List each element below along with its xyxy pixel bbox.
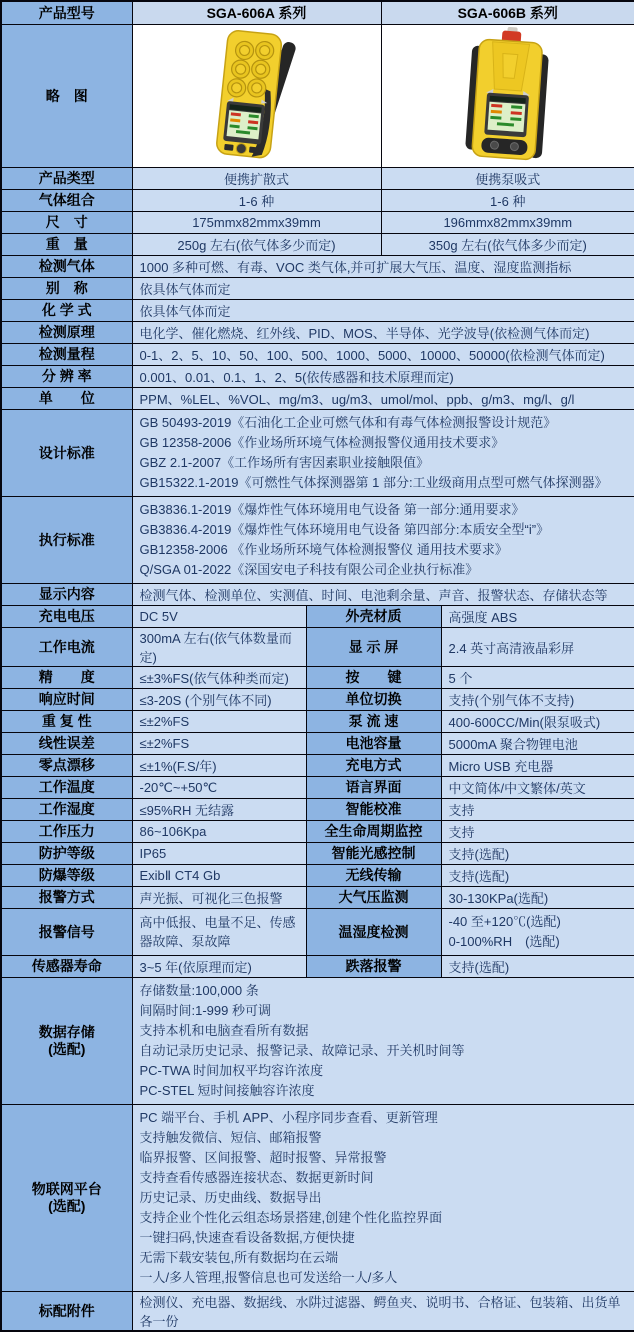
feature-line: PC 端平台、手机 APP、小程序同步查看、更新管理 (139, 1110, 438, 1125)
spec-value-cell: 声光振、可视化三色报警 (132, 887, 306, 909)
spec-label-cell: 全生命周期监控 (306, 821, 441, 843)
table-row (1, 344, 634, 366)
spec-value-b: 1-6 种 (381, 190, 634, 212)
spec-label-cell: 报警信号 (1, 909, 132, 956)
table-row (1, 388, 634, 410)
label-line: 数据存储 (38, 1024, 95, 1040)
sketch-cell-b (381, 25, 634, 168)
label-line: (选配) (48, 1198, 86, 1214)
standard-line: GBZ 2.1-2007《工作场所有害因素职业接触限值》 (139, 455, 430, 470)
feature-line: 一键扫码,快速查看设备数据,方便快捷 (139, 1230, 355, 1245)
spec-label-cell: 传感器寿命 (1, 956, 132, 978)
feature-line: PC-TWA 时间加权平均容许浓度 (139, 1063, 324, 1078)
spec-value-cell: ≤±1%(F.S/年) (132, 755, 306, 777)
spec-label-cell: 重 复 性 (1, 711, 132, 733)
feature-line: 无需下载安装包,所有数据均在云端 (139, 1250, 339, 1265)
spec-label-cell: 无线传输 (306, 865, 441, 887)
spec-label-cell: 检测气体 (1, 256, 132, 278)
spec-label-cell: 精 度 (1, 667, 132, 689)
standard-line: GB12358-2006 《作业场所环境气体检测报警仪 通用技术要求》 (139, 542, 508, 557)
spec-label-cell: 防护等级 (1, 843, 132, 865)
sketch-label-cell: 略 图 (1, 25, 132, 168)
feature-line: 自动记录历史记录、报警记录、故障记录、开关机时间等 (139, 1043, 465, 1058)
spec-label-cell: 零点漂移 (1, 755, 132, 777)
spec-label-cell: 别 称 (1, 278, 132, 300)
standard-line: GB 50493-2019《石油化工企业可燃气体和有毒气体检测报警设计规范》 (139, 415, 557, 430)
table-row (1, 212, 634, 234)
spec-label-cell: 充电方式 (306, 755, 441, 777)
spec-value-cell: 高中低报、电量不足、传感器故障、泵故障 (132, 909, 306, 956)
feature-line: 临界报警、区间报警、超时报警、异常报警 (139, 1150, 387, 1165)
table-row (1, 278, 634, 300)
table-row (1, 821, 634, 843)
sga-606b-product-image (442, 26, 574, 164)
design-standards-cell (132, 410, 634, 497)
spec-value-a: 250g 左右(依气体多少而定) (132, 234, 381, 256)
spec-value-cell: 5 个 (441, 667, 634, 689)
standard-line: GB15322.1-2019《可燃性气体探测器第 1 部分:工业级商用点型可燃气体探测器》 (139, 475, 608, 490)
spec-value-cell: 中文简体/中文繁体/英文 (441, 777, 634, 799)
spec-label-cell: 泵 流 速 (306, 711, 441, 733)
spec-label-cell: 单 位 (1, 388, 132, 410)
sga-606a-product-image (184, 26, 330, 164)
spec-label-cell: 线性误差 (1, 733, 132, 755)
spec-label-cell: 跌落报警 (306, 956, 441, 978)
table-row (1, 25, 634, 168)
table-row (1, 733, 634, 755)
spec-label-cell: 标配附件 (1, 1292, 132, 1332)
table-row (1, 366, 634, 388)
spec-label-cell: 响应时间 (1, 689, 132, 711)
spec-value-a: 便携扩散式 (132, 168, 381, 190)
label-line: (选配) (48, 1041, 86, 1057)
spec-label-cell: 执行标准 (1, 497, 132, 584)
table-row (1, 843, 634, 865)
spec-label-cell: 产品类型 (1, 168, 132, 190)
spec-value-cell: IP65 (132, 843, 306, 865)
exec-standards-cell (132, 497, 634, 584)
iot-platform-cell (132, 1105, 634, 1292)
spec-value-cell: 电化学、催化燃烧、红外线、PID、MOS、半导体、光学波导(依检测气体而定) (132, 322, 634, 344)
label-line: 物联网平台 (31, 1181, 102, 1197)
table-row (1, 256, 634, 278)
feature-line: 历史记录、历史曲线、数据导出 (139, 1190, 322, 1205)
spec-value-cell: PPM、%LEL、%VOL、mg/m3、ug/m3、umol/mol、ppb、g/m3、mg/l、g/l (132, 388, 634, 410)
spec-value-cell: ≤±3%FS(依气体种类而定) (132, 667, 306, 689)
table-row (1, 497, 634, 584)
feature-line: 支持查看传感器连接状态、数据更新时间 (139, 1170, 374, 1185)
table-row (1, 606, 634, 628)
spec-value-b: 196mmx82mmx39mm (381, 212, 634, 234)
spec-label-cell: 检测原理 (1, 322, 132, 344)
feature-line: 支持本机和电脑查看所有数据 (139, 1023, 309, 1038)
spec-value-cell: ≤±2%FS (132, 711, 306, 733)
spec-value-cell: Micro USB 充电器 (441, 755, 634, 777)
standard-line: GB3836.4-2019《爆炸性气体环境用电气设备 第四部分:本质安全型“i”》 (139, 522, 550, 537)
header-label-cell: 产品型号 (1, 1, 132, 25)
spec-value-cell: 支持(选配) (441, 956, 634, 978)
spec-value-cell: 检测气体、检测单位、实测值、时间、电池剩余量、声音、报警状态、存储状态等 (132, 584, 634, 606)
spec-label-cell: 外壳材质 (306, 606, 441, 628)
spec-label-cell: 显 示 屏 (306, 628, 441, 667)
series-a-header: SGA-606A 系列 (132, 1, 381, 25)
spec-value-cell: 依具体气体而定 (132, 300, 634, 322)
spec-label-cell: 检测量程 (1, 344, 132, 366)
spec-label-cell: 按 键 (306, 667, 441, 689)
spec-value-cell: ≤3-20S (个别气体不同) (132, 689, 306, 711)
spec-value-b: 350g 左右(依气体多少而定) (381, 234, 634, 256)
table-row (1, 234, 634, 256)
spec-value-cell: 86~106Kpa (132, 821, 306, 843)
spec-value-cell: 支持(个别气体不支持) (441, 689, 634, 711)
table-row (1, 711, 634, 733)
spec-value-cell: 3~5 年(依原理而定) (132, 956, 306, 978)
spec-value-cell (441, 909, 634, 956)
spec-value-b: 便携泵吸式 (381, 168, 634, 190)
feature-line: 存储数量:100,000 条 (139, 983, 259, 998)
feature-line: 支持企业个性化云组态场景搭建,创建个性化监控界面 (139, 1210, 443, 1225)
spec-value-cell: 0.001、0.01、0.1、1、2、5(依传感器和技术原理而定) (132, 366, 634, 388)
table-row (1, 1292, 634, 1332)
table-row (1, 689, 634, 711)
spec-value-cell: 30-130KPa(选配) (441, 887, 634, 909)
spec-label-cell: 温湿度检测 (306, 909, 441, 956)
spec-label-cell: 分 辨 率 (1, 366, 132, 388)
spec-label-cell: 工作压力 (1, 821, 132, 843)
table-row (1, 322, 634, 344)
spec-value-cell: 支持(选配) (441, 865, 634, 887)
table-row (1, 667, 634, 689)
spec-label-cell (1, 1105, 132, 1292)
table-row (1, 300, 634, 322)
spec-label-cell: 电池容量 (306, 733, 441, 755)
spec-label-cell: 工作温度 (1, 777, 132, 799)
table-row (1, 865, 634, 887)
spec-value-cell: 高强度 ABS (441, 606, 634, 628)
table-row (1, 887, 634, 909)
table-row (1, 755, 634, 777)
spec-label-cell: 充电电压 (1, 606, 132, 628)
spec-label-cell: 气体组合 (1, 190, 132, 212)
spec-value-cell: ≤±2%FS (132, 733, 306, 755)
standard-line: GB 12358-2006《作业场所环境气体检测报警仪通用技术要求》 (139, 435, 505, 450)
table-row (1, 1, 634, 25)
spec-label-cell: 工作湿度 (1, 799, 132, 821)
spec-label-cell: 语言界面 (306, 777, 441, 799)
spec-value-cell: 支持 (441, 799, 634, 821)
spec-value-cell: 依具体气体而定 (132, 278, 634, 300)
spec-label-cell: 防爆等级 (1, 865, 132, 887)
spec-label-cell: 化 学 式 (1, 300, 132, 322)
table-row (1, 190, 634, 212)
table-row (1, 168, 634, 190)
value-line: -40 至+120℃(选配) (448, 914, 561, 929)
spec-label-cell: 大气压监测 (306, 887, 441, 909)
spec-value-cell: 检测仪、充电器、数据线、水阱过滤器、鳄鱼夹、说明书、合格证、包装箱、出货单各一份 (132, 1292, 634, 1332)
spec-value-cell: 0-1、2、5、10、50、100、500、1000、5000、10000、50000(依检测气体而定) (132, 344, 634, 366)
spec-label-cell: 智能光感控制 (306, 843, 441, 865)
data-storage-cell (132, 978, 634, 1105)
feature-line: 一人/多人管理,报警信息也可发送给一人/多人 (139, 1270, 398, 1285)
table-row (1, 978, 634, 1105)
standard-line: GB3836.1-2019《爆炸性气体环境用电气设备 第一部分:通用要求》 (139, 502, 525, 517)
table-row (1, 799, 634, 821)
spec-label-cell: 报警方式 (1, 887, 132, 909)
spec-value-cell: 2.4 英寸高清液晶彩屏 (441, 628, 634, 667)
spec-value-cell: -20℃~+50℃ (132, 777, 306, 799)
standard-line: Q/SGA 01-2022《深国安电子科技有限公司企业执行标准》 (139, 562, 479, 577)
spec-value-cell: 400-600CC/Min(限泵吸式) (441, 711, 634, 733)
spec-value-cell: 1000 多种可燃、有毒、VOC 类气体,并可扩展大气压、温度、湿度监测指标 (132, 256, 634, 278)
spec-label-cell: 工作电流 (1, 628, 132, 667)
table-row (1, 628, 634, 667)
feature-line: 间隔时间:1-999 秒可调 (139, 1003, 271, 1018)
spec-label-cell: 单位切换 (306, 689, 441, 711)
spec-value-a: 175mmx82mmx39mm (132, 212, 381, 234)
spec-label-cell: 尺 寸 (1, 212, 132, 234)
spec-value-cell: ≤95%RH 无结露 (132, 799, 306, 821)
spec-value-cell: 5000mA 聚合物锂电池 (441, 733, 634, 755)
spec-value-cell: ExibⅡ CT4 Gb (132, 865, 306, 887)
table-row (1, 1105, 634, 1292)
spec-value-cell: DC 5V (132, 606, 306, 628)
feature-line: PC-STEL 短时间接触容许浓度 (139, 1083, 315, 1098)
table-row (1, 777, 634, 799)
spec-value-cell: 支持(选配) (441, 843, 634, 865)
spec-value-cell: 支持 (441, 821, 634, 843)
sketch-cell-a (132, 25, 381, 168)
spec-label-cell (1, 978, 132, 1105)
spec-value-a: 1-6 种 (132, 190, 381, 212)
table-row (1, 584, 634, 606)
value-line: 0-100%RH (选配) (448, 934, 560, 949)
spec-label-cell: 设计标准 (1, 410, 132, 497)
table-row (1, 956, 634, 978)
spec-label-cell: 显示内容 (1, 584, 132, 606)
spec-label-cell: 重 量 (1, 234, 132, 256)
spec-label-cell: 智能校准 (306, 799, 441, 821)
table-row (1, 909, 634, 956)
spec-value-cell: 300mA 左右(依气体数量而定) (132, 628, 306, 667)
feature-line: 支持触发微信、短信、邮箱报警 (139, 1130, 322, 1145)
table-row (1, 410, 634, 497)
series-b-header: SGA-606B 系列 (381, 1, 634, 25)
